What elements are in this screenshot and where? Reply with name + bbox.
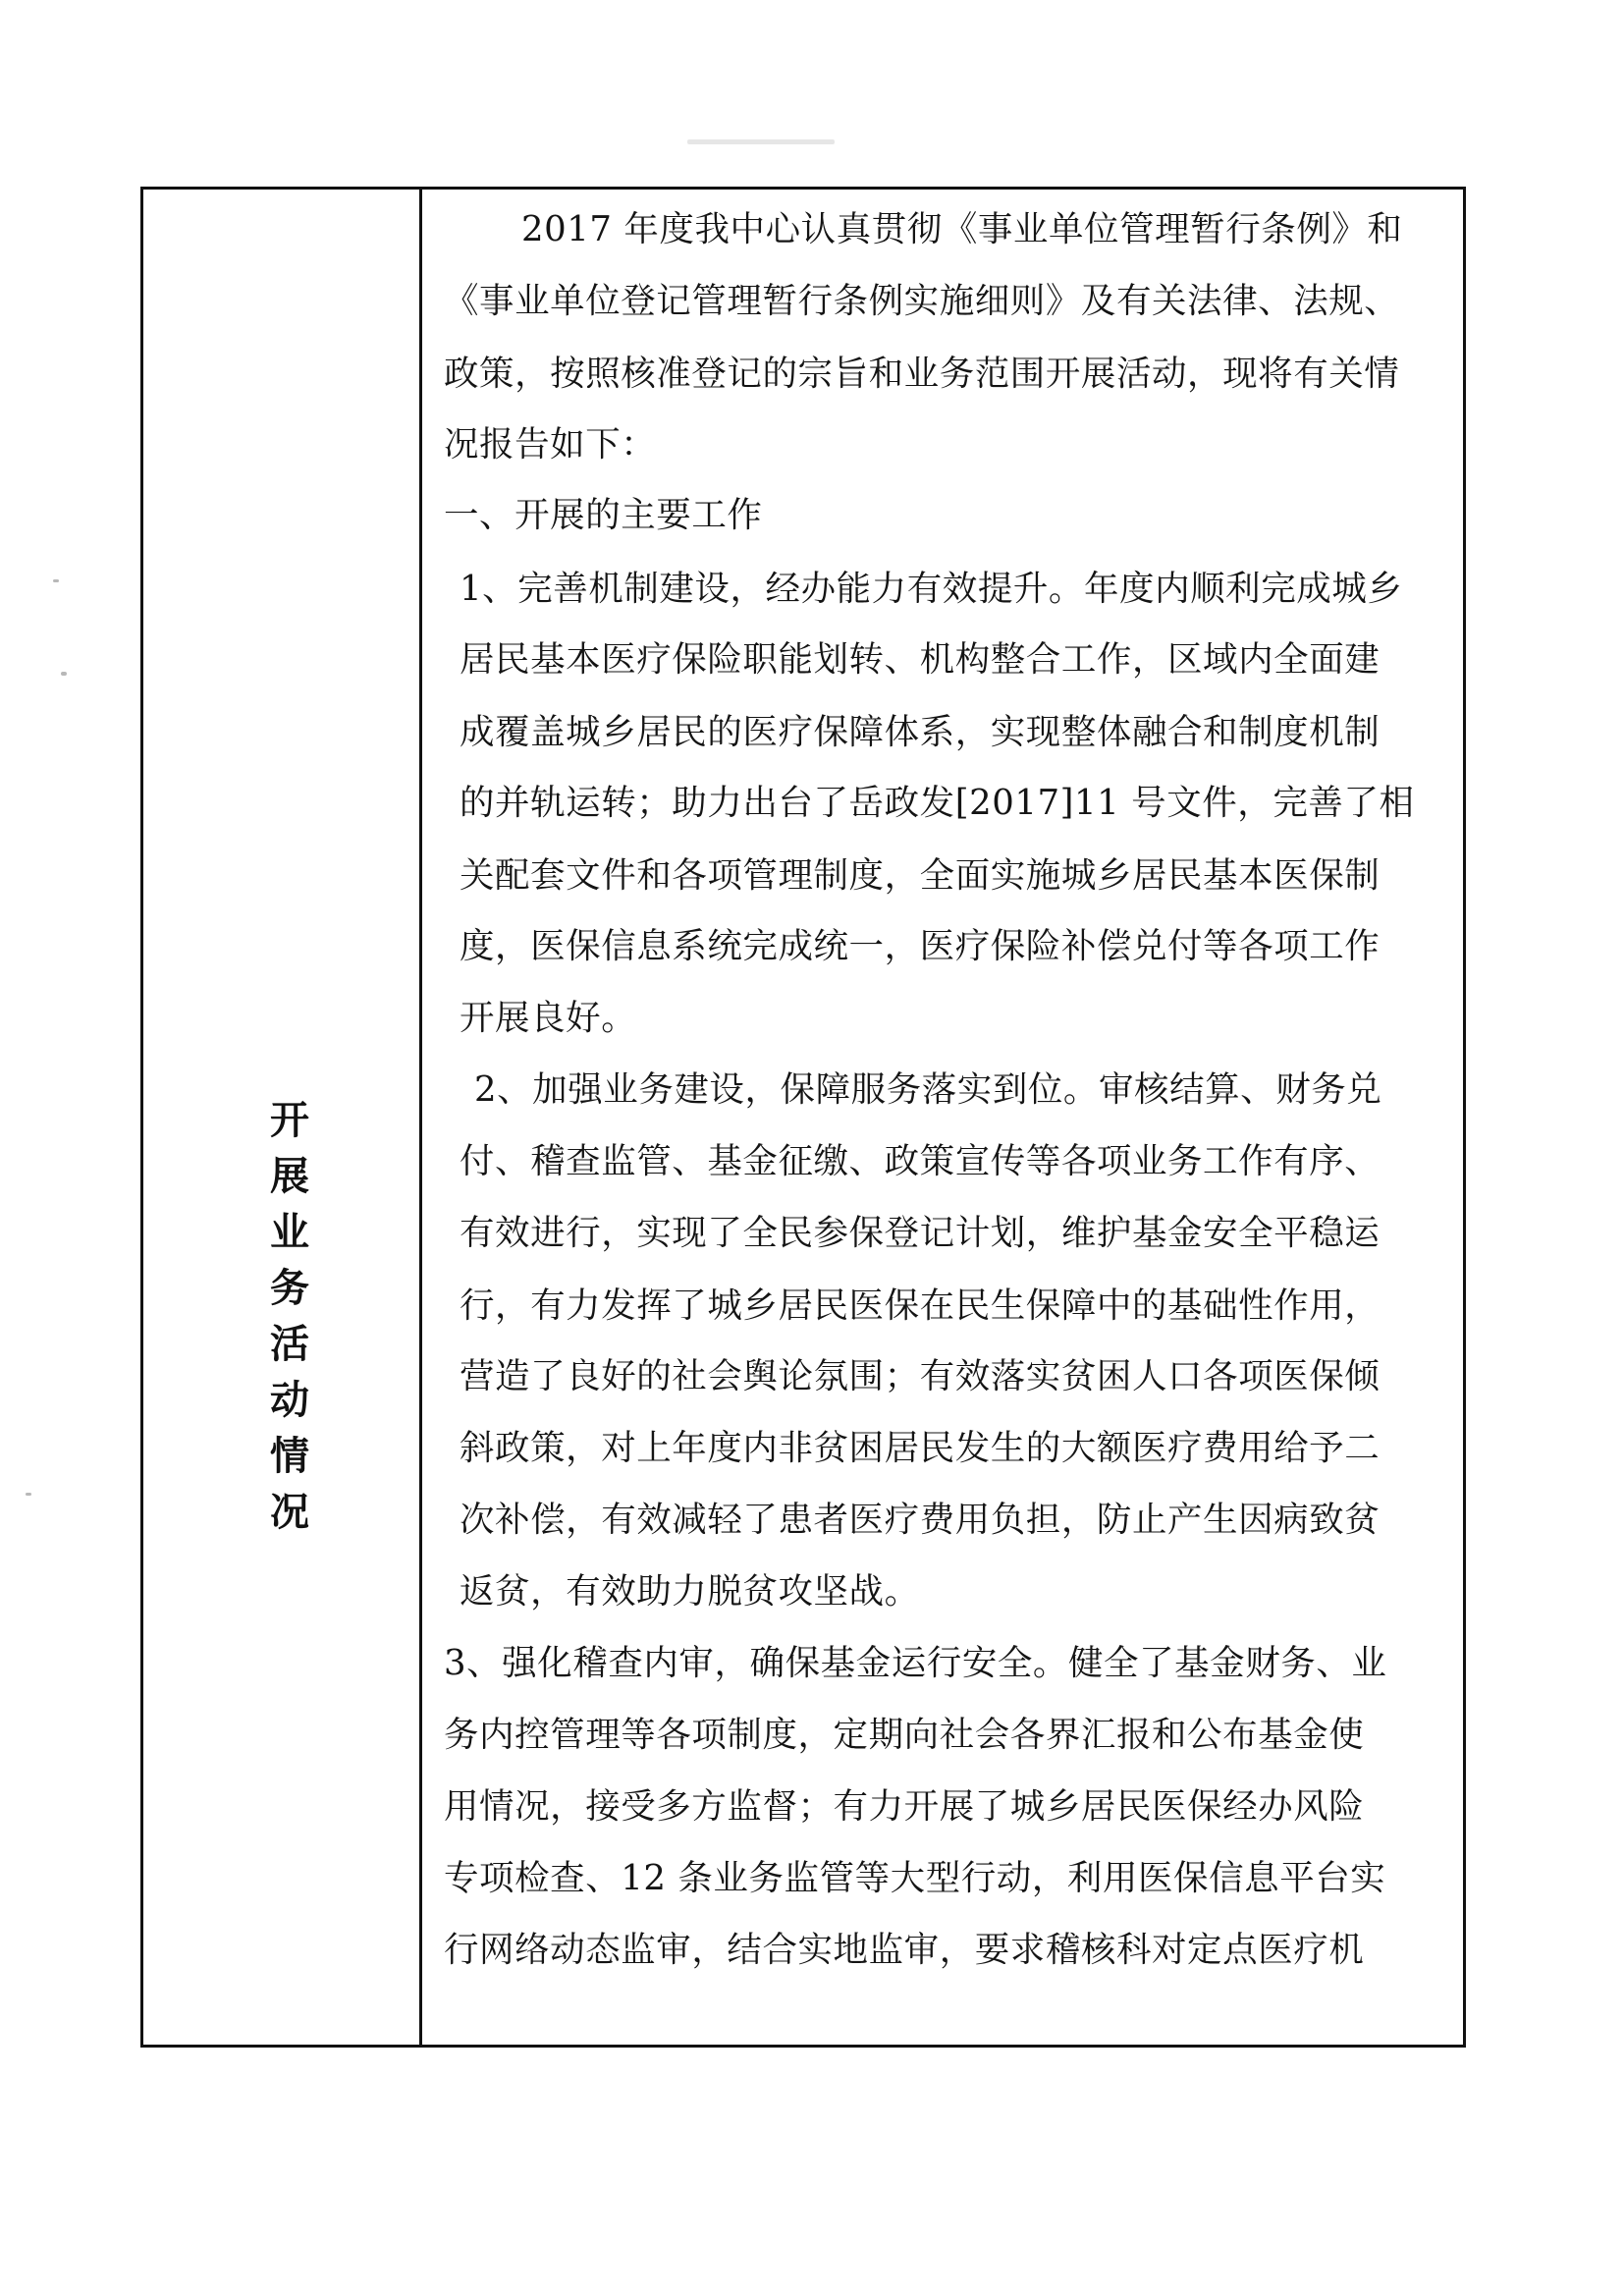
section-label-text: 开展业务活动情况	[270, 1098, 309, 1535]
content-line: 付、稽查监管、基金征缴、政策宣传等各项业务工作有序、	[460, 1141, 1380, 1181]
content-cell	[425, 190, 1463, 2045]
content-line: 行，有力发挥了城乡居民医保在民生保障中的基础性作用，	[460, 1285, 1380, 1326]
content-line: 《事业单位登记管理暂行条例实施细则》及有关法律、法规、	[444, 281, 1400, 321]
content-line: 斜政策，对上年度内非贫困居民发生的大额医疗费用给予二	[460, 1428, 1380, 1468]
content-line: 政策，按照核准登记的宗旨和业务范围开展活动，现将有关情	[444, 354, 1400, 394]
content-line: 有效进行，实现了全民参保登记计划，维护基金安全平稳运	[460, 1213, 1380, 1253]
content-line: 度，医保信息系统完成统一，医疗保险补偿兑付等各项工作	[460, 926, 1380, 966]
content-line: 营造了良好的社会舆论氛围；有效落实贫困人口各项医保倾	[460, 1356, 1380, 1396]
content-line: 开展良好。	[460, 998, 637, 1038]
content-line: 专项检查、12 条业务监管等大型行动，利用医保信息平台实	[444, 1858, 1386, 1898]
content-line: 行网络动态监审，结合实地监审，要求稽核科对定点医疗机	[444, 1930, 1365, 1970]
scan-mark-left-3	[26, 1493, 31, 1496]
scan-mark-left-1	[53, 579, 59, 582]
content-line: 的并轨运转；助力出台了岳政发[2017]11 号文件，完善了相	[460, 783, 1415, 823]
content-line: 况报告如下：	[444, 424, 657, 465]
content-line: 居民基本医疗保险职能划转、机构整合工作，区域内全面建	[460, 639, 1380, 680]
scan-mark-top	[687, 139, 835, 144]
content-line: 2017 年度我中心认真贯彻《事业单位管理暂行条例》和	[521, 209, 1403, 249]
content-line: 务内控管理等各项制度，定期向社会各界汇报和公布基金使	[444, 1715, 1365, 1755]
content-line: 返贫，有效助力脱贫攻坚战。	[460, 1571, 920, 1612]
content-line: 1、完善机制建设，经办能力有效提升。年度内顺利完成城乡	[460, 569, 1403, 609]
content-line: 一、开展的主要工作	[444, 495, 763, 535]
content-line: 3、强化稽查内审，确保基金运行安全。健全了基金财务、业	[444, 1643, 1387, 1683]
scan-mark-left-2	[61, 672, 67, 676]
content-line: 次补偿，有效减轻了患者医疗费用负担，防止产生因病致贫	[460, 1500, 1380, 1540]
content-line: 成覆盖城乡居民的医疗保障体系，实现整体融合和制度机制	[460, 712, 1380, 752]
content-line: 2、加强业务建设，保障服务落实到位。审核结算、财务兑	[474, 1069, 1382, 1110]
content-line: 用情况，接受多方监督；有力开展了城乡居民医保经办风险	[444, 1786, 1365, 1827]
report-table	[140, 187, 1466, 2048]
content-line: 关配套文件和各项管理制度，全面实施城乡居民基本医保制	[460, 855, 1380, 896]
